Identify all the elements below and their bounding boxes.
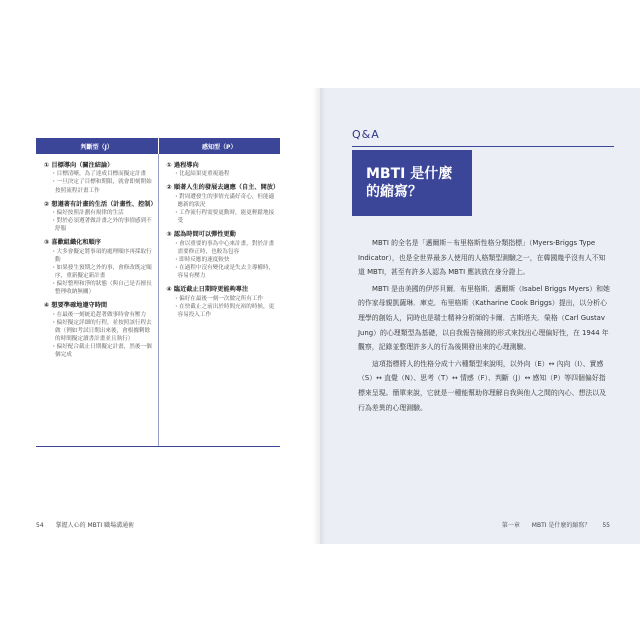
item-bullet: ・工作流行程需要更動時，能更輕鬆地接受 [173,210,275,225]
body-text [358,236,610,417]
item-bullet: ・在最後一刻統追趕著做事時會有壓力 [51,311,147,318]
item-title: ① 目標導向（關注結論） [44,162,114,169]
item-bullet: ・偏好配合截止日期擬定計畫，然後一個個完成 [51,344,152,359]
table-item [167,286,277,319]
paragraph: MBTI 是由美國的伊莎貝爾．布里格斯．邁爾斯（Isabel Briggs Myers）和她的作家母親凱薩琳．庫克．布里格斯（Katharine Cook Briggs）提出，以分析心理學的創始人，同時也是瑞士精神分析師的卡爾．古斯塔夫．榮格（Carl Gustav Jung）的心理類型為基礎，以自我報告檢測的形式來找出心理偏好性，在 1944 年觀察，記錄並整理許多人的行為後開發出來的心理測驗。 [358,284,610,352]
item-bullet: ・偏好整理和淨的狀態（與自己是否擅長整理收納無關） [51,281,152,296]
item-title: ② 順著人生的發展去適應（自主、開放） [166,184,280,192]
left-page [0,88,320,544]
title-line-2: 的縮寫？ [366,184,422,200]
item-bullet: ・大多會擬定將事項的處理順序再採取行動 [51,248,152,263]
item-title: ④ 想要準確地遵守時間 [44,302,108,310]
table-item [44,302,154,359]
header-perceiving: 感知型（P） [202,143,237,151]
item-bullet: ・目標清晰，為了達成目標而擬定計畫 [51,171,147,178]
perceiving-column [159,154,281,446]
item-bullet: ・一旦決定了目標和期限，就會即刻開始按照流程計畫工作 [51,179,152,194]
title-box [352,150,472,216]
item-title: ④ 臨近截止日期時更能夠專注 [166,286,249,294]
item-title: ③ 喜歡組織化和順序 [44,239,101,247]
table-item [44,200,157,234]
paragraph: MBTI 的全名是「邁爾斯－布里格斯性格分類指標」（Myers-Briggs Type Indicator），也是全世界最多人使用的人格類型測驗之一，在韓國幾乎沒有人不知道 MBTI，甚至有許多人認為 MBTI 應該放在身分證上。 [358,239,606,277]
item-title: ① 過程導向 [166,162,199,169]
book-title: 掌握人心的 MBTI 職場溝通術 [55,522,135,529]
item-bullet: ・偏好按照計劃有規律的生活 [51,210,124,217]
item-bullet: ・在快截止之前出於時間充裕的時候，更容易投入工作 [173,303,275,318]
item-bullet: ・偏好在最後一刻一次做完所有工作 [173,295,264,302]
paragraph: 這項指標將人的性格分成十六種類型來說明，以外向（E）↔ 內向（I）、實感（S）↔ 直覺（N）、思考（T）↔ 情感（F）、判斷（J）↔ 感知（P）等四個偏好指標來呈現。簡單來說，它就是一種能幫助你理解自我與他人之間的內心、想法以及行為差異的心理測驗。 [358,359,607,412]
left-page-number: 54 [36,522,44,529]
right-page [320,88,640,544]
table-item [44,162,154,195]
item-bullet: ・偏好擬定詳細的行程，並按照該行程去做（例如考試日期出來後，會根據剩餘的時間擬定讀書計畫並且執行） [51,319,152,343]
table-item [166,184,280,225]
item-title: ② 想遵著有計畫的生活（計畫性、控制） [44,200,157,208]
right-page-number: 55 [602,522,610,529]
item-bullet: ・對於必須遵著做計畫之外的事情感到不舒服 [51,218,152,233]
item-bullet: ・在過程中沒有變化或是失去主導權時，容易有壓力 [173,264,275,280]
header-judging: 判斷型（J） [80,143,113,151]
item-bullet: ・對周遭發生的事情充滿好奇心，但能適應新的狀況 [173,193,275,208]
qa-rule [352,146,614,147]
chapter-title: MBTI 是什麼的縮寫？ [531,522,591,529]
table-body [36,154,280,447]
book-spread [0,88,640,544]
qa-label: Q&A [352,128,380,141]
item-bullet: ・即時反應的速度較快 [173,256,230,263]
item-bullet: ・比起結果更重視過程 [173,171,230,178]
table-item [167,231,277,280]
right-footer [492,520,610,529]
left-footer [36,520,144,529]
title-line-1: MBTI 是什麼 [366,166,453,182]
comparison-table [36,138,280,447]
judging-column [36,154,159,446]
table-item [44,239,154,296]
item-title: ③ 認為時間可以彈性更動 [166,231,236,239]
item-bullet: ・會以重要的事為中心來計畫，對於計畫需要修正時，也較為包容 [173,240,275,255]
table-item [167,162,277,178]
table-header [36,138,280,154]
book-gutter [312,88,326,544]
chapter-label: 第一章 [501,522,520,529]
item-bullet: ・如果發生預期之外的事，會修改既定順序，重新擬定新計畫 [51,264,152,280]
